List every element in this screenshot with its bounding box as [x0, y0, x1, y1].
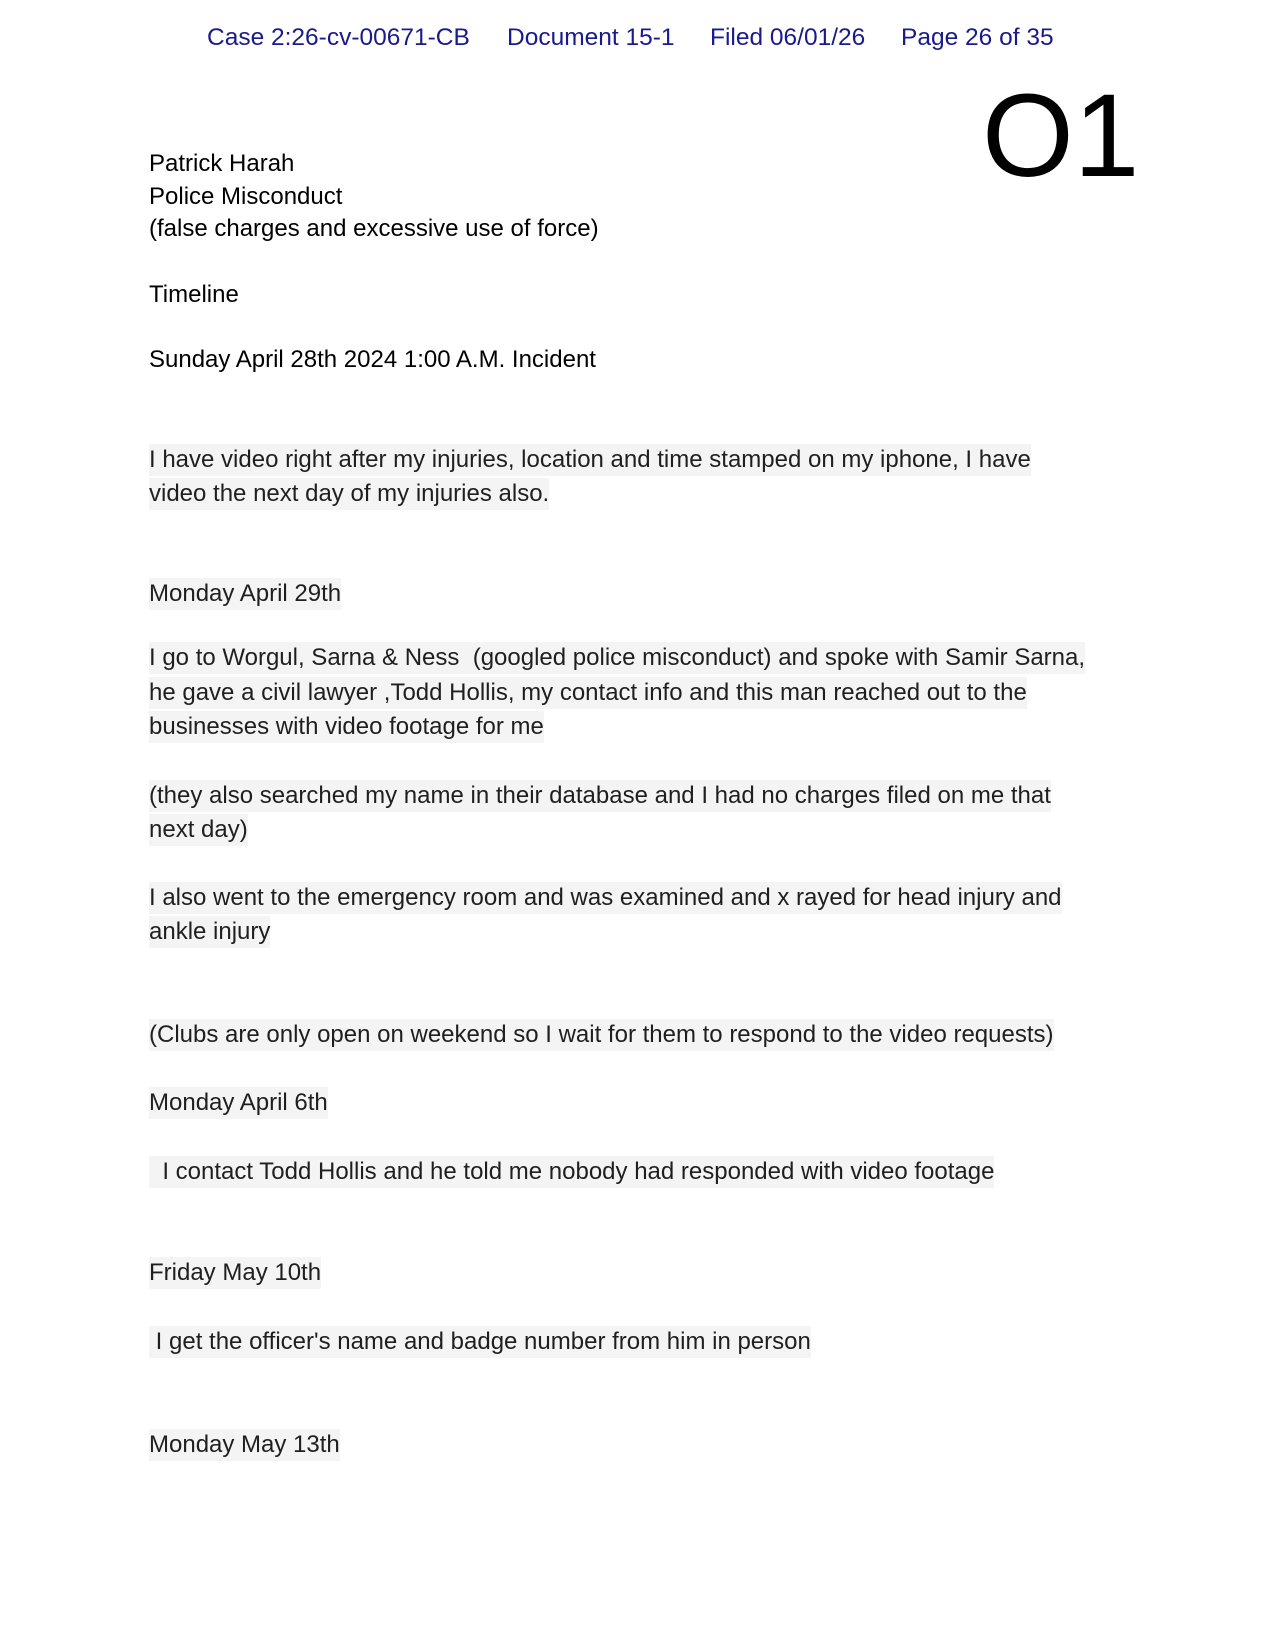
entry-text-line — [149, 882, 1062, 914]
subject-subtitle: (false charges and excessive use of force) — [149, 215, 599, 242]
case-number: Case 2:26-cv-00671-CB — [207, 24, 470, 51]
entry-text-line — [149, 444, 1031, 476]
entry-date-text: Monday April 29th — [149, 578, 341, 610]
document-number: Document 15-1 — [507, 24, 675, 51]
entry-text: video the next day of my injuries also. — [149, 478, 549, 510]
author-name: Patrick Harah — [149, 150, 295, 177]
entry-text-line — [149, 780, 1051, 812]
entry-text: I have video right after my injuries, location and time stamped on my iphone, I have — [149, 444, 1031, 476]
entry-text: (they also searched my name in their database and I had no charges filed on me that — [149, 780, 1051, 812]
entry-text: I contact Todd Hollis and he told me nobody had responded with video footage — [149, 1156, 994, 1188]
entry-text-line — [149, 642, 1085, 674]
entry-text-line — [149, 1156, 994, 1188]
entry-text-line — [149, 677, 1027, 709]
entry-text-line — [149, 814, 248, 846]
entry-text-line — [149, 916, 270, 948]
entry-text: (Clubs are only open on weekend so I wait for them to respond to the video requests) — [149, 1019, 1054, 1051]
entry-date-text: Monday April 6th — [149, 1087, 328, 1119]
entry-text: he gave a civil lawyer ,Todd Hollis, my contact info and this man reached out to the — [149, 677, 1027, 709]
entry-text: I get the officer's name and badge number from him in person — [149, 1326, 811, 1358]
entry-text: ankle injury — [149, 916, 270, 948]
entry-date — [149, 1257, 321, 1289]
entry-text: next day) — [149, 814, 248, 846]
entry-text-line — [149, 478, 549, 510]
entry-date-text: Friday May 10th — [149, 1257, 321, 1289]
exhibit-mark: O1 — [982, 70, 1140, 202]
filed-date: Filed 06/01/26 — [710, 24, 866, 51]
page-number: Page 26 of 35 — [901, 24, 1054, 51]
entry-text: I also went to the emergency room and was examined and x rayed for head injury and — [149, 882, 1062, 914]
timeline-heading: Timeline — [149, 281, 239, 308]
entry-text: businesses with video footage for me — [149, 711, 544, 743]
entry-text-line — [149, 711, 544, 743]
entry-date — [149, 578, 341, 610]
subject-title: Police Misconduct — [149, 183, 343, 210]
entry-date — [149, 1429, 340, 1461]
entry-text-line — [149, 1326, 811, 1358]
entry-text: I go to Worgul, Sarna & Ness (googled police misconduct) and spoke with Samir Sarna, — [149, 642, 1085, 674]
entry-text-line — [149, 1019, 1054, 1051]
entry-date: Sunday April 28th 2024 1:00 A.M. Incident — [149, 346, 596, 373]
entry-date-text: Monday May 13th — [149, 1429, 340, 1461]
entry-date — [149, 1087, 328, 1119]
